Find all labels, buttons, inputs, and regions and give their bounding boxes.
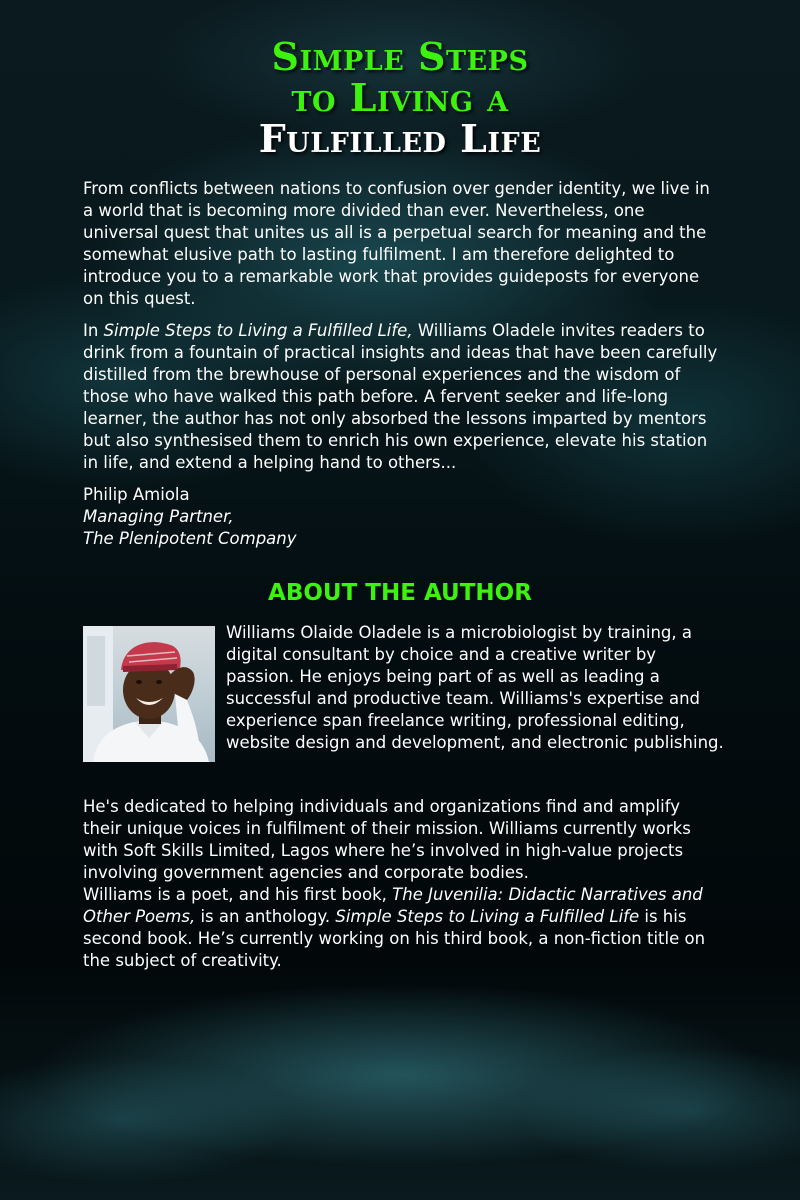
bio1-text: Williams Olaide Oladele is a microbiologist by training, a digital consultant by choice and a creative writer by passion. He enjoys being part of as well as leading a successful and productive team. Williams's expertise and experience span freelance writing, professional editing, website design and development, and electronic publishing. [226,623,724,752]
foreword-attribution [83,484,723,550]
attribution-company: The Plenipotent Company [83,529,297,548]
bio2-text: He's dedicated to helping individuals and organizations find and amplify their unique voices in fulfilment of their mission. Williams currently works with Soft Skills Limited, Lagos where he’s involved in high-value projects involving government agencies and corporate bodies. [83,797,691,882]
review-body: Williams Oladele invites readers to drink from a fountain of practical insights and ideas that have been carefully distilled from the brewhouse of personal experiences and the wisdom of those who have walked this path before. A fervent seeker and life-long learner, the author has not only absorbed the lessons imparted by mentors but also synthesised them to enrich his own experience, elevate his station in life, and extend a helping hand to others... [83,321,718,472]
title-line-1: Simple Steps [271,34,529,79]
author-bio-paragraph-1 [226,622,726,754]
review-prefix: In [83,321,104,340]
intro-text: From conflicts between nations to confusion over gender identity, we live in a world that is becoming more divided than ever. Nevertheless, one universal quest that unites us all is a perpetual search for meaning and the somewhat elusive path to lasting fulfilment. I am therefore delighted to introduce you to a remarkable work that provides guideposts for everyone on this quest. [83,179,710,308]
attribution-name: Philip Amiola [83,485,190,504]
foreword-intro-paragraph [83,178,723,310]
author-photo [83,626,215,762]
bio3-second-book: Simple Steps to Living a Fulfilled Life [335,907,640,926]
about-author-heading: ABOUT THE AUTHOR [268,580,532,606]
title-line-2: to Living a [291,75,509,120]
author-bio-paragraph-3 [83,884,723,972]
author-bio-paragraph-2 [83,796,723,884]
bio3-part2: is an anthology. [195,907,336,926]
title-line-3: Fulfilled Life [258,116,542,161]
bio3-first-book: The Juvenilia: Didactic Narratives and Other Poems, [83,885,703,926]
bio3-part3: is his second book. He’s currently working on his third book, a non-fiction title on the subject of creativity. [83,907,706,970]
bio3-part1: Williams is a poet, and his first book, [83,885,393,904]
attribution-role: Managing Partner, [83,507,234,526]
review-book-title: Simple Steps to Living a Fulfilled Life, [103,321,413,340]
book-title [0,36,800,159]
foreword-review-paragraph [83,320,723,474]
